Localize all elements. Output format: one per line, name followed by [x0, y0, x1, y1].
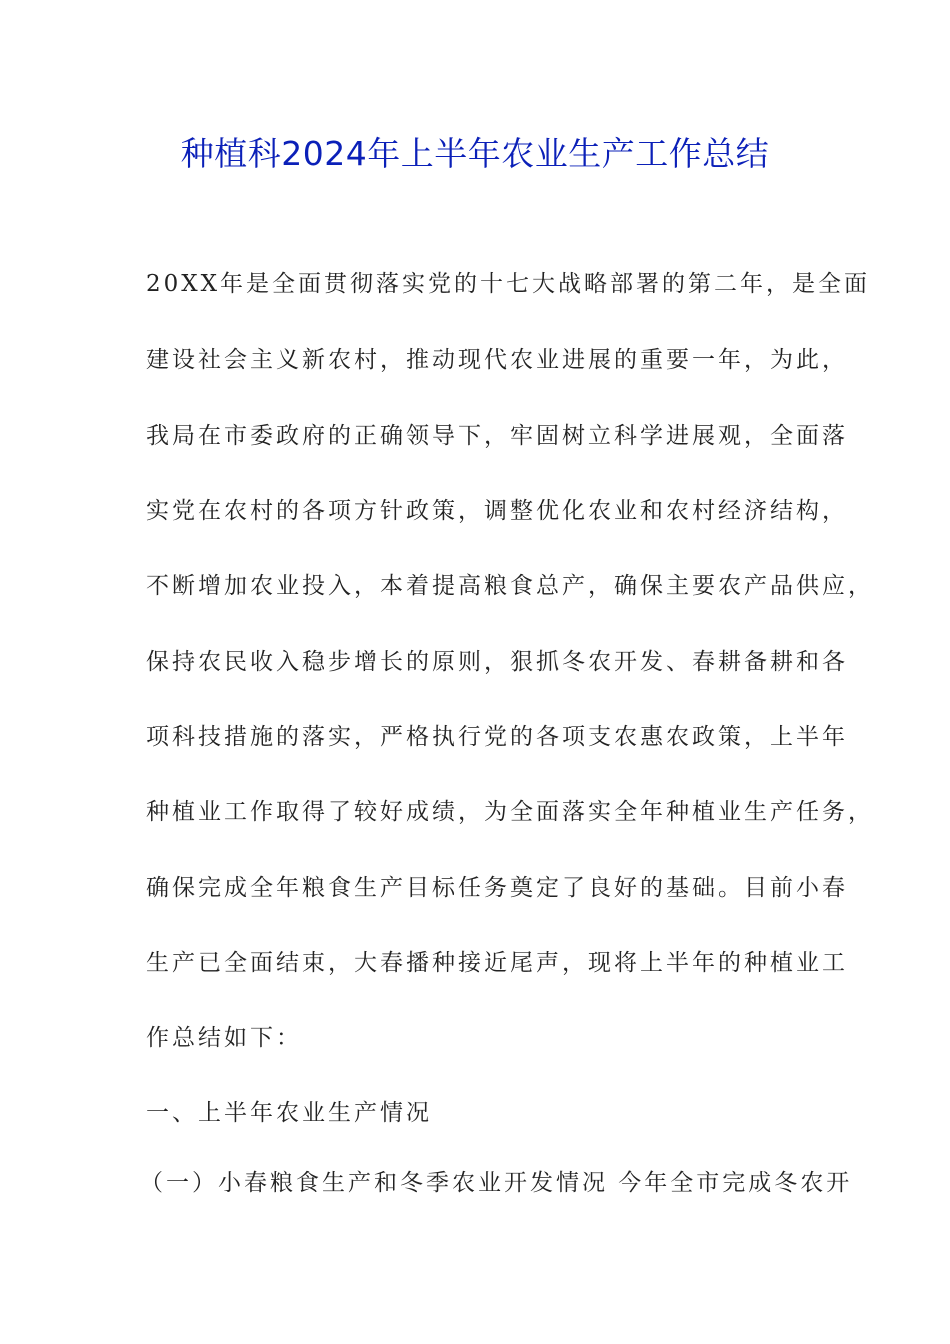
- body-line-1: 20XX年是全面贯彻落实党的十七大战略部署的第二年，是全面: [146, 271, 871, 297]
- body-line-7: 项科技措施的落实，严格执行党的各项支农惠农政策，上半年: [146, 724, 848, 750]
- body-line-3: 我局在市委政府的正确领导下，牢固树立科学进展观，全面落: [146, 423, 848, 449]
- subsection-line: （一）小春粮食生产和冬季农业开发情况 今年全市完成冬农开: [140, 1170, 853, 1196]
- body-line-10: 生产已全面结束，大春播种接近尾声，现将上半年的种植业工: [146, 950, 848, 976]
- body-line-6: 保持农民收入稳步增长的原则，狠抓冬农开发、春耕备耕和各: [146, 649, 848, 675]
- body-line-5: 不断增加农业投入，本着提高粮食总产，确保主要农产品供应，: [146, 573, 874, 599]
- body-line-9: 确保完成全年粮食生产目标任务奠定了良好的基础。目前小春: [146, 875, 848, 901]
- document-title: 种植科2024年上半年农业生产工作总结: [180, 134, 770, 173]
- body-line-8: 种植业工作取得了较好成绩，为全面落实全年种植业生产任务，: [146, 799, 874, 825]
- body-line-2: 建设社会主义新农村，推动现代农业进展的重要一年，为此，: [146, 347, 848, 373]
- body-line-4: 实党在农村的各项方针政策，调整优化农业和农村经济结构，: [146, 498, 848, 524]
- body-line-11: 作总结如下：: [146, 1025, 302, 1051]
- section-heading: 一、上半年农业生产情况: [146, 1100, 432, 1126]
